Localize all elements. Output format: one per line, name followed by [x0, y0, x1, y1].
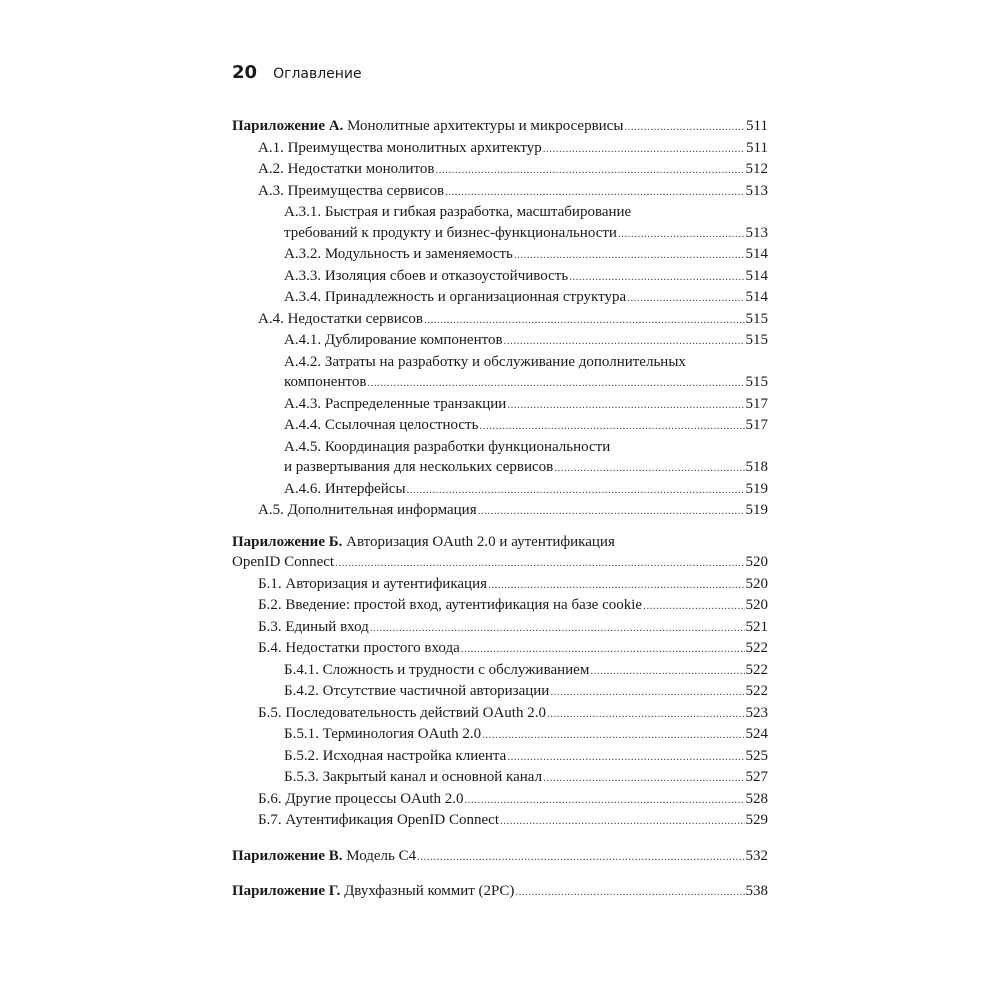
dot-leader: [590, 660, 744, 682]
toc-entry-title: Монолитные архитектуры и микросервисы: [347, 118, 624, 134]
toc-entry: [232, 244, 768, 266]
toc-entry: [232, 394, 768, 416]
toc-appendix-label: Париложение Г.: [232, 883, 341, 899]
toc-entry: [232, 330, 768, 352]
toc-page-number: 514: [745, 246, 768, 262]
toc-entry-row: [258, 810, 768, 832]
toc-entry-text: [258, 789, 464, 810]
toc-page-number: 520: [745, 554, 768, 570]
toc-entry-row: [232, 846, 768, 868]
dot-leader: [417, 846, 744, 868]
toc-entry-title: Б.5.3. Закрытый канал и основной канал: [284, 769, 543, 785]
dot-leader: [543, 767, 744, 789]
dot-leader: [424, 309, 744, 331]
toc-page-number: 527: [745, 769, 768, 785]
toc-entry-text: [232, 846, 416, 867]
toc-page-number: 515: [745, 332, 768, 348]
toc-entry-title: А.3.1. Быстрая и гибкая разработка, масштабирование: [284, 204, 632, 220]
toc-entry-row: [284, 415, 768, 437]
toc-entry: [232, 500, 768, 522]
dot-leader: [478, 500, 745, 522]
toc-entry: [232, 437, 768, 479]
toc-page-number: 513: [745, 182, 768, 199]
toc-page-number: 517: [745, 395, 768, 412]
toc-entry-title: А.3.4. Принадлежность и организационная структура: [284, 289, 627, 305]
toc-entry-title-line1: [232, 532, 768, 553]
toc-entry-row: [284, 767, 768, 789]
toc-entry: [232, 638, 768, 660]
dot-leader: [367, 372, 744, 394]
toc-page-number: 524: [745, 726, 768, 742]
page-number: 20: [232, 62, 258, 83]
toc-entry-text: [258, 500, 477, 521]
toc-page-number: 522: [745, 640, 768, 656]
table-of-contents: [232, 116, 768, 903]
toc-entry-text: [284, 394, 506, 415]
toc-entry-title: А.4.2. Затраты на разработку и обслуживание дополнительных: [284, 353, 686, 370]
toc-entry-title: А.4.4. Ссылочная целостность: [284, 417, 479, 433]
toc-appendix-label: Париложение Б.: [232, 533, 343, 550]
toc-page-number: 519: [745, 502, 768, 518]
toc-entry-title: Б.4. Недостатки простого входа: [258, 640, 460, 656]
toc-entry-title: Авторизация OAuth 2.0 и аутентификация: [346, 533, 615, 550]
toc-page-number: 515: [745, 310, 768, 327]
toc-entry-text: [284, 330, 503, 351]
toc-entry-text: [284, 287, 626, 308]
page-header: [232, 62, 362, 88]
dot-leader: [435, 159, 744, 181]
toc-entry-row: [284, 223, 768, 245]
toc-entry-title: А.4.6. Интерфейсы: [284, 480, 406, 497]
toc-entry-row: [258, 574, 768, 596]
dot-leader: [627, 287, 744, 309]
dot-leader: [445, 181, 744, 203]
toc-entry-title: Б.6. Другие процессы OAuth 2.0: [258, 790, 464, 807]
toc-entry-title: Б.7. Аутентификация OpenID Connect: [258, 812, 499, 828]
dot-leader: [624, 116, 745, 138]
dot-leader: [507, 394, 744, 416]
dot-leader: [479, 415, 744, 437]
toc-entry-text: [284, 266, 568, 287]
toc-appendix-label: Париложение А.: [232, 118, 344, 134]
toc-entry: [232, 595, 768, 617]
toc-entry-title: А.2. Недостатки монолитов: [258, 161, 435, 177]
toc-entry-title: А.4.1. Дублирование компонентов: [284, 332, 503, 348]
toc-entry-text: [284, 767, 542, 788]
toc-entry-text: [258, 703, 546, 724]
toc-entry-title: А.3.3. Изоляция сбоев и отказоустойчивость: [284, 267, 569, 284]
toc-page-number: 522: [745, 683, 768, 699]
toc-entry-row: [232, 116, 768, 138]
toc-entry-text: [232, 116, 623, 137]
toc-entry-row: [258, 638, 768, 660]
toc-entry-row: [258, 138, 768, 160]
toc-entry: [232, 202, 768, 244]
toc-page-number: 520: [745, 575, 768, 592]
toc-entry: [232, 681, 768, 703]
toc-entry-text: [284, 681, 549, 702]
toc-entry-title-line1: [284, 437, 768, 458]
dot-leader: [554, 457, 744, 479]
toc-entry: [232, 479, 768, 501]
toc-entry-title-line1: [284, 202, 768, 223]
toc-entry: [232, 352, 768, 394]
toc-entry-text: [232, 881, 514, 902]
toc-entry-row: [232, 552, 768, 574]
toc-entry-row: [258, 595, 768, 617]
toc-entry-title: Б.5.1. Терминология OAuth 2.0: [284, 726, 482, 742]
toc-entry-title: Б.5. Последовательность действий OAuth 2.0: [258, 704, 546, 721]
toc-entry-row: [284, 746, 768, 768]
toc-entry-title: Б.4.2. Отсутствие частичной авторизации: [284, 683, 550, 699]
toc-entry-title-line1: [284, 352, 768, 373]
dot-leader: [461, 638, 745, 660]
toc-entry-text: [258, 159, 434, 180]
toc-page-number: 520: [745, 597, 768, 613]
dot-leader: [407, 479, 745, 501]
toc-entry-row: [284, 681, 768, 703]
toc-entry: [232, 810, 768, 832]
toc-entry: [232, 746, 768, 768]
dot-leader: [515, 881, 744, 903]
dot-leader: [488, 574, 745, 596]
toc-entry-row: [258, 617, 768, 639]
toc-entry-text: [284, 244, 513, 265]
toc-entry-row: [284, 330, 768, 352]
toc-page-number: 514: [745, 289, 768, 305]
toc-page-number: 521: [745, 618, 768, 635]
dot-leader: [504, 330, 745, 352]
toc-entry-text: [284, 724, 481, 745]
toc-page-number: 532: [745, 847, 768, 864]
toc-entry-text: [258, 638, 460, 659]
toc-entry-row: [284, 244, 768, 266]
toc-entry: [232, 415, 768, 437]
toc-entry-text: [284, 746, 506, 767]
toc-entry-text: [284, 479, 406, 500]
toc-entry-title: Б.3. Единый вход: [258, 618, 369, 635]
toc-page-number: 538: [745, 883, 768, 899]
toc-entry-row: [284, 394, 768, 416]
toc-entry-row: [258, 500, 768, 522]
toc-entry-row: [284, 266, 768, 288]
toc-entry: [232, 574, 768, 596]
toc-page-number: 528: [745, 790, 768, 807]
toc-entry: [232, 660, 768, 682]
dot-leader: [500, 810, 745, 832]
toc-entry: [232, 789, 768, 811]
toc-entry-text: [284, 660, 589, 681]
dot-leader: [643, 595, 744, 617]
toc-entry-row: [258, 703, 768, 725]
dot-leader: [482, 724, 744, 746]
toc-entry-row: [284, 724, 768, 746]
dot-leader: [465, 789, 745, 811]
dot-leader: [569, 266, 744, 288]
toc-entry-title: А.3. Преимущества сервисов: [258, 182, 445, 199]
toc-entry-title: Б.1. Авторизация и аутентификация: [258, 575, 487, 592]
toc-entry-row: [284, 287, 768, 309]
toc-page-number: 511: [746, 118, 768, 134]
toc-entry-text: [258, 138, 542, 159]
toc-entry: [232, 703, 768, 725]
toc-entry-row: [284, 660, 768, 682]
toc-page-number: 522: [745, 661, 768, 678]
toc-entry-row: [232, 881, 768, 903]
toc-entry: [232, 881, 768, 903]
toc-page-number: 515: [745, 374, 768, 390]
toc-entry-row: [284, 457, 768, 479]
toc-entry-title: Б.5.2. Исходная настройка клиента: [284, 747, 507, 764]
dot-leader: [335, 552, 744, 574]
toc-entry: [232, 724, 768, 746]
toc-entry-title: Модель C4: [346, 847, 417, 864]
toc-entry-row: [258, 309, 768, 331]
toc-entry-text: [258, 595, 642, 616]
toc-appendix-label: Париложение В.: [232, 847, 343, 864]
toc-entry: [232, 309, 768, 331]
toc-entry: [232, 287, 768, 309]
toc-page-number: 525: [745, 747, 768, 764]
toc-entry-text: [258, 309, 423, 330]
dot-leader: [550, 681, 744, 703]
toc-entry-title: А.4.5. Координация разработки функциональности: [284, 438, 611, 455]
running-head: Оглавление: [273, 66, 362, 82]
dot-leader: [514, 244, 745, 266]
toc-entry-row: [258, 789, 768, 811]
toc-page-number: 517: [745, 417, 768, 433]
toc-entry: [232, 846, 768, 868]
dot-leader: [618, 223, 745, 245]
toc-page-number: 513: [745, 224, 768, 241]
toc-page-number: 518: [745, 459, 768, 475]
toc-entry: [232, 266, 768, 288]
toc-entry-text: [258, 181, 444, 202]
dot-leader: [507, 746, 744, 768]
toc-entry-title: А.4. Недостатки сервисов: [258, 310, 424, 327]
toc-page-number: 512: [745, 161, 768, 177]
dot-leader: [547, 703, 745, 725]
toc-entry-title: OpenID Connect: [232, 554, 335, 570]
toc-entry-title: компонентов: [284, 374, 367, 390]
toc-page-number: 523: [745, 704, 768, 721]
toc-entry-title: требований к продукту и бизнес-функциональности: [284, 224, 617, 241]
toc-entry: [232, 767, 768, 789]
toc-page-number: 529: [745, 812, 768, 828]
dot-leader: [370, 617, 745, 639]
toc-entry-title: А.1. Преимущества монолитных архитектур: [258, 139, 542, 156]
toc-entry: [232, 138, 768, 160]
toc-entry-text: [284, 415, 478, 436]
toc-page-number: 519: [745, 480, 768, 497]
toc-entry: [232, 617, 768, 639]
toc-entry: [232, 532, 768, 574]
toc-entry-row: [284, 372, 768, 394]
toc-entry-text: [258, 574, 487, 595]
toc-page-number: 514: [745, 267, 768, 284]
toc-entry: [232, 159, 768, 181]
toc-page-number: 511: [746, 139, 768, 156]
toc-entry-text: [258, 810, 499, 831]
toc-entry-row: [258, 181, 768, 203]
toc-entry-title: Двухфазный коммит (2PC): [344, 883, 515, 899]
toc-entry-text: [258, 617, 369, 638]
toc-entry-title: Б.2. Введение: простой вход, аутентификация на базе cookie: [258, 597, 643, 613]
toc-entry-title: А.3.2. Модульность и заменяемость: [284, 246, 513, 262]
dot-leader: [543, 138, 745, 160]
toc-entry-title: и развертывания для нескольких сервисов: [284, 459, 554, 475]
toc-entry-title: Б.4.1. Сложность и трудности с обслуживанием: [284, 661, 590, 678]
toc-entry-row: [258, 159, 768, 181]
toc-entry: [232, 116, 768, 138]
toc-entry-title: А.4.3. Распределенные транзакции: [284, 395, 507, 412]
toc-entry: [232, 181, 768, 203]
toc-entry-row: [284, 479, 768, 501]
toc-entry-title: А.5. Дополнительная информация: [258, 502, 477, 518]
